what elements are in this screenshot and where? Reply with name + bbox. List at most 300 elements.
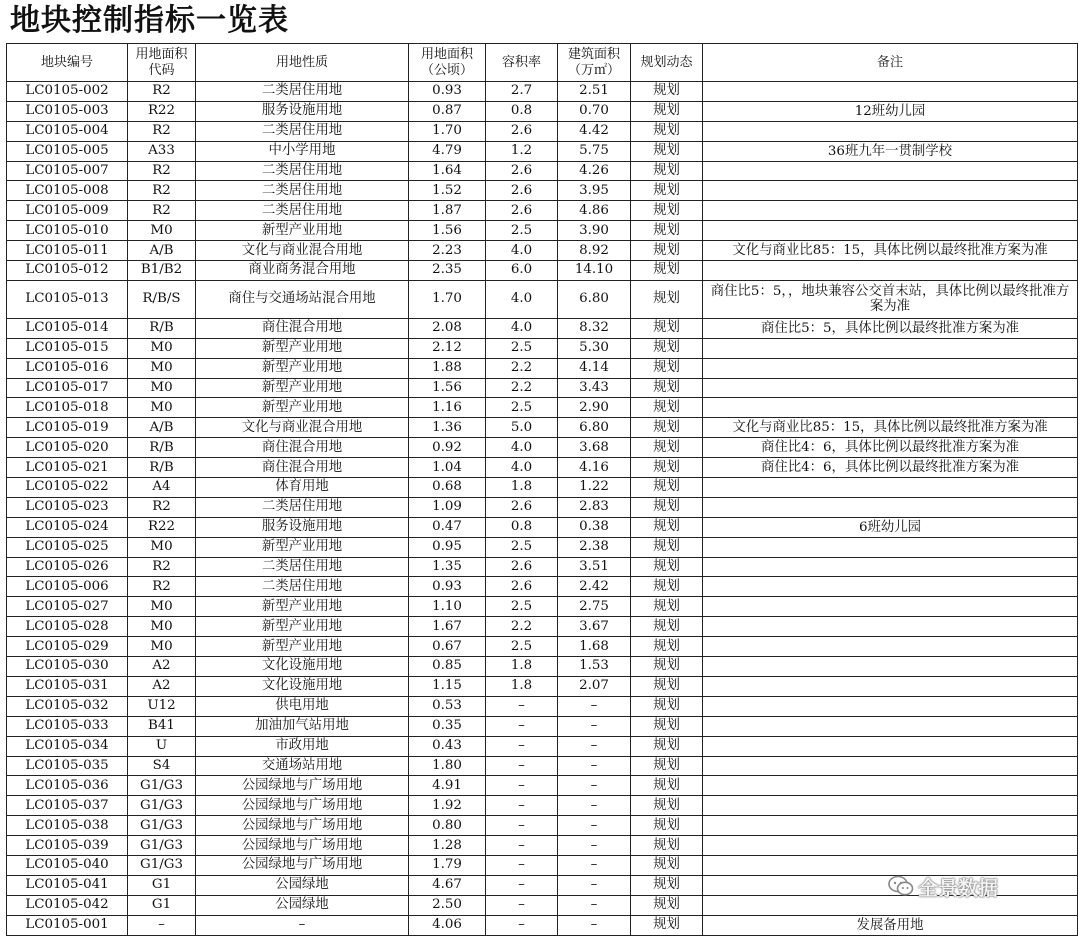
table-cell: 2.6 xyxy=(486,577,558,597)
table-cell: 4.91 xyxy=(409,776,486,796)
table-cell: 2.12 xyxy=(409,338,486,358)
table-cell: LC0105-042 xyxy=(7,895,128,915)
table-cell: 商住混合用地 xyxy=(196,318,409,338)
header-cell: 备注 xyxy=(703,44,1078,82)
table-cell: 2.7 xyxy=(486,82,558,102)
table-cell: – xyxy=(558,696,631,716)
table-cell: 2.35 xyxy=(409,261,486,281)
table-cell: 2.5 xyxy=(486,398,558,418)
table-cell: 0.47 xyxy=(409,517,486,537)
table-cell: R22 xyxy=(128,101,196,121)
table-cell: 新型产业用地 xyxy=(196,398,409,418)
table-cell: 1.70 xyxy=(409,280,486,318)
table-cell xyxy=(703,756,1078,776)
table-cell: 5.75 xyxy=(558,141,631,161)
header-cell: 用地面积（公顷） xyxy=(409,44,486,82)
table-cell: 规划 xyxy=(631,181,703,201)
table-cell: LC0105-029 xyxy=(7,637,128,657)
table-cell: 2.2 xyxy=(486,358,558,378)
table-row xyxy=(7,378,1078,398)
table-cell: 二类居住用地 xyxy=(196,181,409,201)
table-cell: LC0105-009 xyxy=(7,201,128,221)
table-cell: 二类居住用地 xyxy=(196,577,409,597)
table-row xyxy=(7,261,1078,281)
table-cell: – xyxy=(558,816,631,836)
table-row xyxy=(7,82,1078,102)
table-cell: R2 xyxy=(128,557,196,577)
table-cell: 发展备用地 xyxy=(703,915,1078,935)
table-cell: 6.80 xyxy=(558,280,631,318)
table-cell: 规划 xyxy=(631,201,703,221)
header-cell: 用地性质 xyxy=(196,44,409,82)
table-cell: 规划 xyxy=(631,121,703,141)
table-row xyxy=(7,637,1078,657)
table-row xyxy=(7,121,1078,141)
table-cell: 规划 xyxy=(631,261,703,281)
table-cell: 2.51 xyxy=(558,82,631,102)
table-cell: 5.0 xyxy=(486,418,558,438)
table-cell: 4.0 xyxy=(486,241,558,261)
table-cell: R2 xyxy=(128,577,196,597)
table-cell: 规划 xyxy=(631,875,703,895)
table-cell: 2.5 xyxy=(486,338,558,358)
table-cell: 1.53 xyxy=(558,657,631,677)
table-cell: LC0105-021 xyxy=(7,458,128,478)
table-cell: A33 xyxy=(128,141,196,161)
table-cell: 2.5 xyxy=(486,597,558,617)
table-cell: LC0105-005 xyxy=(7,141,128,161)
table-cell: 2.2 xyxy=(486,617,558,637)
table-cell: R22 xyxy=(128,517,196,537)
table-cell: M0 xyxy=(128,378,196,398)
table-cell: 2.50 xyxy=(409,895,486,915)
table-cell xyxy=(703,338,1078,358)
table-cell: 规划 xyxy=(631,517,703,537)
table-cell: 36班九年一贯制学校 xyxy=(703,141,1078,161)
table-cell: 新型产业用地 xyxy=(196,597,409,617)
table-cell: – xyxy=(486,875,558,895)
table-row xyxy=(7,161,1078,181)
table-cell xyxy=(703,161,1078,181)
table-cell: M0 xyxy=(128,597,196,617)
table-cell: 公园绿地 xyxy=(196,875,409,895)
table-cell: 商业商务混合用地 xyxy=(196,261,409,281)
table-cell: 规划 xyxy=(631,557,703,577)
table-cell: 商住混合用地 xyxy=(196,458,409,478)
table-cell: 二类居住用地 xyxy=(196,161,409,181)
table-cell: 3.68 xyxy=(558,438,631,458)
table-cell: 4.06 xyxy=(409,915,486,935)
table-cell: – xyxy=(486,796,558,816)
table-cell: B41 xyxy=(128,716,196,736)
table-row xyxy=(7,221,1078,241)
table-cell: LC0105-034 xyxy=(7,736,128,756)
table-cell: M0 xyxy=(128,221,196,241)
table-cell: 新型产业用地 xyxy=(196,537,409,557)
table-cell: LC0105-022 xyxy=(7,478,128,498)
table-cell: 规划 xyxy=(631,418,703,438)
table-cell: M0 xyxy=(128,537,196,557)
table-cell: 规划 xyxy=(631,617,703,637)
table-cell: 规划 xyxy=(631,241,703,261)
table-cell: 0.8 xyxy=(486,517,558,537)
table-cell: LC0105-014 xyxy=(7,318,128,338)
table-cell xyxy=(703,816,1078,836)
table-cell: 商住比5：5，具体比例以最终批准方案为准 xyxy=(703,318,1078,338)
table-cell: R/B xyxy=(128,458,196,478)
table-cell xyxy=(703,181,1078,201)
table-cell xyxy=(703,398,1078,418)
table-cell xyxy=(703,657,1078,677)
table-cell: R2 xyxy=(128,82,196,102)
table-cell: 二类居住用地 xyxy=(196,497,409,517)
table-cell: A/B xyxy=(128,418,196,438)
table-cell: LC0105-011 xyxy=(7,241,128,261)
table-cell: 规划 xyxy=(631,537,703,557)
table-cell: 规划 xyxy=(631,458,703,478)
table-row xyxy=(7,517,1078,537)
table-cell: – xyxy=(558,756,631,776)
table-cell: 规划 xyxy=(631,796,703,816)
table-cell: 规划 xyxy=(631,101,703,121)
table-cell: 8.92 xyxy=(558,241,631,261)
table-cell: 0.87 xyxy=(409,101,486,121)
header-cell: 地块编号 xyxy=(7,44,128,82)
table-cell: 1.04 xyxy=(409,458,486,478)
table-cell: 规划 xyxy=(631,141,703,161)
table-cell: A2 xyxy=(128,676,196,696)
table-cell: 规划 xyxy=(631,676,703,696)
table-cell: LC0105-002 xyxy=(7,82,128,102)
table-cell: 2.42 xyxy=(558,577,631,597)
table-cell: – xyxy=(558,915,631,935)
table-cell: 规划 xyxy=(631,776,703,796)
table-cell: 二类居住用地 xyxy=(196,557,409,577)
table-cell: 1.56 xyxy=(409,378,486,398)
table-row xyxy=(7,280,1078,318)
table-cell: 商住比5：5，，地块兼容公交首末站，具体比例以最终批准方案为准 xyxy=(703,280,1078,318)
table-cell: 二类居住用地 xyxy=(196,121,409,141)
table-cell: 1.28 xyxy=(409,836,486,856)
table-cell xyxy=(703,261,1078,281)
table-cell: M0 xyxy=(128,338,196,358)
header-row xyxy=(7,44,1078,82)
table-cell: 1.64 xyxy=(409,161,486,181)
table-cell: 2.83 xyxy=(558,497,631,517)
header-cell: 建筑面积（万㎡） xyxy=(558,44,631,82)
table-cell: 1.68 xyxy=(558,637,631,657)
wechat-icon xyxy=(888,875,914,897)
table-cell: 0.8 xyxy=(486,101,558,121)
table-cell: LC0105-023 xyxy=(7,497,128,517)
table-cell: – xyxy=(486,716,558,736)
header-cell: 用地面积代码 xyxy=(128,44,196,82)
table-row xyxy=(7,796,1078,816)
table-cell: 0.95 xyxy=(409,537,486,557)
table-cell: LC0105-026 xyxy=(7,557,128,577)
table-cell: A2 xyxy=(128,657,196,677)
table-row xyxy=(7,418,1078,438)
table-cell: 服务设施用地 xyxy=(196,517,409,537)
table-cell: 1.67 xyxy=(409,617,486,637)
table-row xyxy=(7,318,1078,338)
table-cell: 2.6 xyxy=(486,201,558,221)
table-cell: 4.0 xyxy=(486,318,558,338)
table-cell: 规划 xyxy=(631,736,703,756)
table-cell: 1.87 xyxy=(409,201,486,221)
table-cell: LC0105-030 xyxy=(7,657,128,677)
table-cell: 0.70 xyxy=(558,101,631,121)
table-cell: LC0105-003 xyxy=(7,101,128,121)
table-cell: 2.38 xyxy=(558,537,631,557)
table-cell xyxy=(703,676,1078,696)
table-cell: 规划 xyxy=(631,82,703,102)
table-row xyxy=(7,816,1078,836)
table-cell: 2.2 xyxy=(486,378,558,398)
table-cell: LC0105-007 xyxy=(7,161,128,181)
table-cell: 2.6 xyxy=(486,557,558,577)
table-cell: 公园绿地与广场用地 xyxy=(196,855,409,875)
table-row xyxy=(7,338,1078,358)
table-cell: 规划 xyxy=(631,161,703,181)
table-cell: 1.92 xyxy=(409,796,486,816)
table-row xyxy=(7,577,1078,597)
table-cell: R2 xyxy=(128,121,196,141)
table-row xyxy=(7,358,1078,378)
table-cell: 1.2 xyxy=(486,141,558,161)
table-cell: – xyxy=(558,836,631,856)
table-cell: A/B xyxy=(128,241,196,261)
table-cell: 新型产业用地 xyxy=(196,378,409,398)
table-cell: 2.6 xyxy=(486,181,558,201)
table-row xyxy=(7,497,1078,517)
table-cell xyxy=(703,836,1078,856)
table-cell: LC0105-037 xyxy=(7,796,128,816)
table-cell: G1/G3 xyxy=(128,836,196,856)
table-cell: LC0105-041 xyxy=(7,875,128,895)
table-cell: 规划 xyxy=(631,398,703,418)
table-row xyxy=(7,458,1078,478)
table-cell: G1/G3 xyxy=(128,776,196,796)
table-cell: 规划 xyxy=(631,895,703,915)
table-cell: 规划 xyxy=(631,577,703,597)
table-cell: 1.22 xyxy=(558,478,631,498)
table-cell: R2 xyxy=(128,181,196,201)
table-cell: 1.09 xyxy=(409,497,486,517)
table-row xyxy=(7,776,1078,796)
table-cell: 4.0 xyxy=(486,280,558,318)
table-cell: 1.56 xyxy=(409,221,486,241)
table-cell xyxy=(703,82,1078,102)
header-cell: 规划动态 xyxy=(631,44,703,82)
table-cell: R2 xyxy=(128,161,196,181)
table-cell: 文化与商业比85：15，具体比例以最终批准方案为准 xyxy=(703,418,1078,438)
table-cell: M0 xyxy=(128,398,196,418)
table-cell: – xyxy=(486,776,558,796)
table-cell: – xyxy=(486,696,558,716)
table-cell: 1.80 xyxy=(409,756,486,776)
table-cell: R/B/S xyxy=(128,280,196,318)
table-cell: LC0105-033 xyxy=(7,716,128,736)
table-cell: – xyxy=(558,895,631,915)
table-cell: 1.70 xyxy=(409,121,486,141)
table-cell: LC0105-025 xyxy=(7,537,128,557)
table-cell: – xyxy=(128,915,196,935)
table-cell xyxy=(703,796,1078,816)
table-cell: 3.95 xyxy=(558,181,631,201)
table-cell: 公园绿地与广场用地 xyxy=(196,796,409,816)
table-cell: 1.16 xyxy=(409,398,486,418)
table-cell: 0.38 xyxy=(558,517,631,537)
table-cell: 0.35 xyxy=(409,716,486,736)
table-cell: 1.8 xyxy=(486,478,558,498)
table-row xyxy=(7,696,1078,716)
table-cell: S4 xyxy=(128,756,196,776)
table-cell: 公园绿地与广场用地 xyxy=(196,836,409,856)
table-cell: LC0105-020 xyxy=(7,438,128,458)
table-cell xyxy=(703,597,1078,617)
table-cell: 2.23 xyxy=(409,241,486,261)
table-cell: 2.08 xyxy=(409,318,486,338)
table-cell: G1 xyxy=(128,895,196,915)
table-cell xyxy=(703,201,1078,221)
table-cell: 加油加气站用地 xyxy=(196,716,409,736)
watermark xyxy=(888,873,998,899)
table-cell: 0.93 xyxy=(409,82,486,102)
table-cell xyxy=(703,121,1078,141)
table-row xyxy=(7,597,1078,617)
table-cell: 规划 xyxy=(631,318,703,338)
table-cell: – xyxy=(486,895,558,915)
table-row xyxy=(7,141,1078,161)
table-cell: 规划 xyxy=(631,716,703,736)
table-cell: 文化设施用地 xyxy=(196,657,409,677)
table-cell: – xyxy=(486,756,558,776)
table-cell: M0 xyxy=(128,358,196,378)
table-cell: 2.75 xyxy=(558,597,631,617)
table-cell: 商住比4：6，具体比例以最终批准方案为准 xyxy=(703,458,1078,478)
table-cell: 1.10 xyxy=(409,597,486,617)
table-cell: 5.30 xyxy=(558,338,631,358)
table-cell: 规划 xyxy=(631,497,703,517)
table-cell: 文化设施用地 xyxy=(196,676,409,696)
table-cell: 规划 xyxy=(631,836,703,856)
table-cell: 4.26 xyxy=(558,161,631,181)
table-cell: 文化与商业混合用地 xyxy=(196,418,409,438)
table-cell: 6.80 xyxy=(558,418,631,438)
table-cell: 2.5 xyxy=(486,221,558,241)
table-cell: 公园绿地 xyxy=(196,895,409,915)
table-cell: 3.90 xyxy=(558,221,631,241)
table-cell: 规划 xyxy=(631,816,703,836)
table-cell xyxy=(703,736,1078,756)
table-cell: 1.8 xyxy=(486,676,558,696)
table-cell: 0.68 xyxy=(409,478,486,498)
table-cell: 2.5 xyxy=(486,537,558,557)
header-cell: 容积率 xyxy=(486,44,558,82)
table-cell: 规划 xyxy=(631,915,703,935)
table-cell: 规划 xyxy=(631,756,703,776)
table-cell: 规划 xyxy=(631,637,703,657)
table-cell: 供电用地 xyxy=(196,696,409,716)
table-row xyxy=(7,676,1078,696)
table-cell: LC0105-001 xyxy=(7,915,128,935)
table-row xyxy=(7,478,1078,498)
table-cell: LC0105-038 xyxy=(7,816,128,836)
table-cell xyxy=(703,358,1078,378)
table-cell: 4.42 xyxy=(558,121,631,141)
table-cell: B1/B2 xyxy=(128,261,196,281)
table-cell: 规划 xyxy=(631,657,703,677)
table-row xyxy=(7,756,1078,776)
table-cell: 1.88 xyxy=(409,358,486,378)
table-cell: LC0105-024 xyxy=(7,517,128,537)
table-cell: LC0105-015 xyxy=(7,338,128,358)
table-cell: R/B xyxy=(128,438,196,458)
table-row xyxy=(7,537,1078,557)
table-row xyxy=(7,657,1078,677)
table-cell: 1.8 xyxy=(486,657,558,677)
table-cell: 2.6 xyxy=(486,161,558,181)
table-cell: LC0105-019 xyxy=(7,418,128,438)
table-cell xyxy=(703,617,1078,637)
table-body xyxy=(7,82,1078,936)
table-cell: 规划 xyxy=(631,478,703,498)
table-cell: 0.67 xyxy=(409,637,486,657)
table-cell: 4.86 xyxy=(558,201,631,221)
table-cell: 2.90 xyxy=(558,398,631,418)
table-cell: 新型产业用地 xyxy=(196,221,409,241)
table-cell: LC0105-016 xyxy=(7,358,128,378)
table-cell: G1/G3 xyxy=(128,796,196,816)
table-row xyxy=(7,915,1078,935)
table-cell: 体育用地 xyxy=(196,478,409,498)
table-row xyxy=(7,201,1078,221)
table-cell: 0.80 xyxy=(409,816,486,836)
table-cell: LC0105-027 xyxy=(7,597,128,617)
table-row xyxy=(7,181,1078,201)
watermark-text: 全景数据 xyxy=(918,875,998,900)
table-cell: 2.07 xyxy=(558,676,631,696)
table-cell: R2 xyxy=(128,497,196,517)
table-cell: 3.67 xyxy=(558,617,631,637)
table-cell: 新型产业用地 xyxy=(196,358,409,378)
table-cell: LC0105-017 xyxy=(7,378,128,398)
table-cell: – xyxy=(558,716,631,736)
table-cell: 4.14 xyxy=(558,358,631,378)
table-cell: 1.52 xyxy=(409,181,486,201)
table-cell: G1/G3 xyxy=(128,816,196,836)
table-cell: – xyxy=(486,736,558,756)
table-cell: – xyxy=(558,736,631,756)
table-cell xyxy=(703,696,1078,716)
table-cell: 0.43 xyxy=(409,736,486,756)
table-cell: 商住与交通场站混合用地 xyxy=(196,280,409,318)
page-title: 地块控制指标一览表 xyxy=(10,3,289,38)
table-cell xyxy=(703,221,1078,241)
table-cell: 0.92 xyxy=(409,438,486,458)
table-cell: 新型产业用地 xyxy=(196,617,409,637)
table-cell: 3.51 xyxy=(558,557,631,577)
table-cell: R/B xyxy=(128,318,196,338)
table-cell xyxy=(703,497,1078,517)
table-cell: LC0105-004 xyxy=(7,121,128,141)
table-cell: 4.67 xyxy=(409,875,486,895)
table-cell xyxy=(703,378,1078,398)
table-cell: – xyxy=(486,836,558,856)
table-cell: 2.6 xyxy=(486,121,558,141)
table-cell: 公园绿地与广场用地 xyxy=(196,816,409,836)
